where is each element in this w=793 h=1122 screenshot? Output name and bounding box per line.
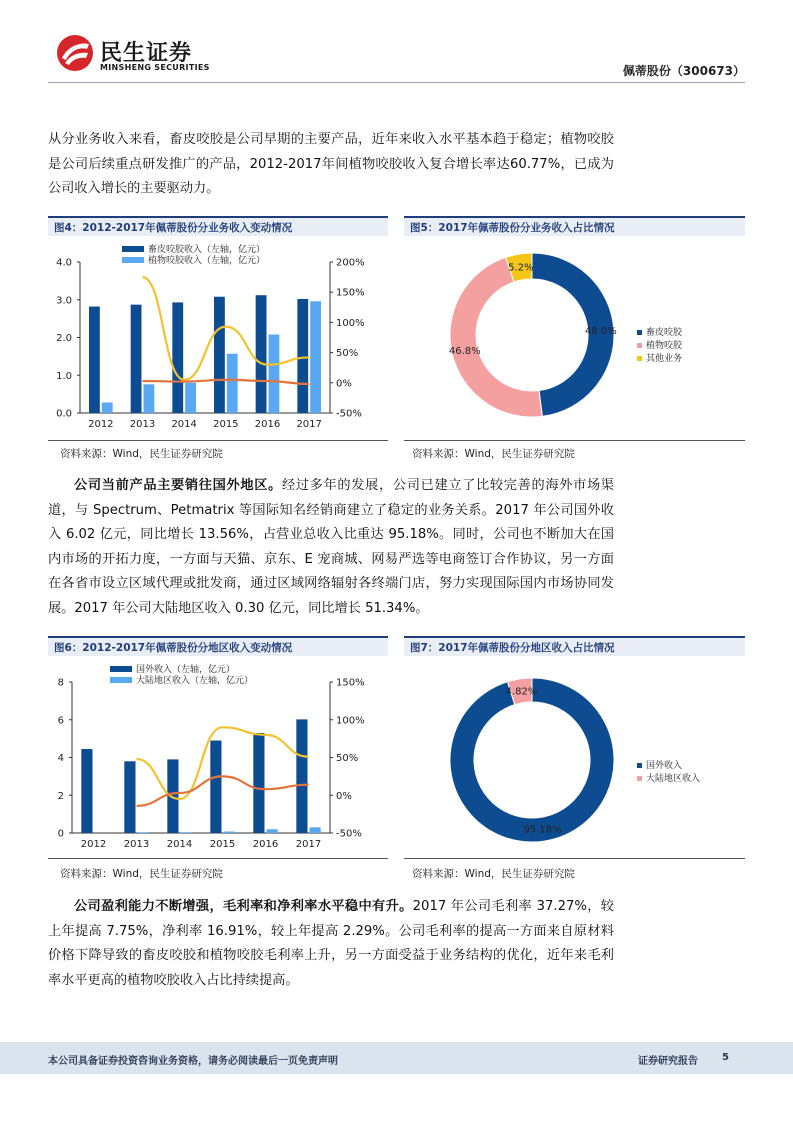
donut-slice [450,678,614,842]
x-tick-label: 2016 [254,419,281,430]
legend-swatch [637,763,642,768]
legend-label: 畜皮咬胶收入（左轴，亿元） [148,245,266,255]
x-tick-label: 2015 [213,419,239,430]
legend-swatch [122,246,144,252]
paragraph-overseas-bold: 公司当前产品主要销往国外地区。 [74,478,282,493]
bar-series2 [310,301,321,413]
x-tick-label: 2013 [129,419,156,430]
right-tick-label: -50% [336,828,362,840]
fig4-chart [48,240,388,438]
legend-swatch [637,343,642,348]
legend-swatch [110,666,132,672]
slice-value-label: 46.8% [448,345,481,357]
footer-disclaimer: 本公司具备证券投资咨询业务资格，请务必阅读最后一页免责声明 [48,1056,338,1067]
left-tick-label: 4 [57,753,64,764]
paragraph-overseas-market [48,474,614,621]
bar-series1 [89,307,100,413]
fig6-source-divider [48,858,388,859]
slice-value-label: 4.82% [505,686,538,698]
x-tick-label: 2012 [80,839,107,850]
legend-label: 大陆地区收入（左轴，亿元） [136,676,254,686]
right-tick-label: 0% [336,790,352,802]
donut-slice [450,257,542,417]
header [0,0,793,80]
left-tick-label: 3.0 [56,295,72,307]
footer-report-type: 证券研究报告 [638,1056,698,1067]
fig5-chart [404,240,745,438]
logo-cn: 民生证券 [100,41,193,66]
bar-series2 [144,384,155,413]
right-tick-label: 200% [336,257,365,269]
right-tick-label: 50% [336,753,359,764]
footer-page-number: 5 [722,1052,729,1063]
left-tick-label: 0.0 [56,408,72,420]
right-tick-label: 150% [336,287,365,299]
bar-series2 [138,832,149,833]
paragraph-business-revenue: 从分业务收入来看，畜皮咬胶是公司早期的主要产品，近年来收入水平基本趋于稳定；植物咬胶是公司后续重点研发推广的产品，2012-2017年间植物咬胶收入复合增长率达60.77%，已成为公司收入增长的主要驱动力。 [48,132,614,196]
legend-label: 大陆地区收入 [646,774,701,784]
legend-swatch [637,776,642,781]
bar-series2 [185,383,196,413]
stock-name: 佩蒂股份（300673） [622,64,745,78]
left-tick-label: 8 [57,677,64,689]
right-tick-label: 150% [336,677,365,689]
fig5-source-divider [404,440,745,441]
right-tick-label: 50% [336,348,359,360]
x-tick-label: 2014 [166,839,193,850]
fig5-source: 资料来源：Wind，民生证券研究院 [412,448,575,460]
right-tick-label: 100% [336,317,365,329]
bar-series1 [81,749,92,833]
left-tick-label: 0 [57,828,64,840]
legend-label: 国外收入 [646,761,683,771]
left-tick-label: 6 [57,715,64,727]
fig5-title: 图5：2017年佩蒂股份分业务收入占比情况 [404,216,745,236]
slice-value-label: 48.0% [584,326,617,338]
bar-series2 [267,829,278,833]
bar-series1 [124,761,135,833]
legend-label: 植物咬胶 [646,341,683,351]
left-tick-label: 4.0 [56,257,72,269]
bar-series2 [224,831,235,833]
legend-label: 其他业务 [646,354,683,364]
x-tick-label: 2017 [296,419,322,430]
slice-value-label: 95.18% [523,824,562,836]
growth-line-gold [143,277,310,380]
paragraph-profitability-bold: 公司盈利能力不断增强，毛利率和净利率水平稳中有升。 [74,899,413,914]
right-tick-label: -50% [336,408,362,420]
fig6-source: 资料来源：Wind，民生证券研究院 [60,868,223,880]
bar-series1 [256,295,267,413]
legend-swatch [110,677,132,683]
bar-series1 [172,302,183,413]
paragraph-overseas-text: 经过多年的发展，公司已建立了比较完善的海外市场渠道，与 Spectrum、Petmatrix 等国际知名经销商建立了稳定的业务关系。2017 年公司国外收入 6.02 亿元，同比增长 13.56%，占营业总收入比重达 95.18%。同时，公司也不断加大在国内市场的开拓力度，一方面与天猫、京东、E 宠商城、网易严选等电商签订合作协议，另一方面在各省市设立区域代理或批发商，通过区域网络辐射各终端门店，努力实现国际国内市场协同发展。2017 年公司大陆地区收入 0.30 亿元，同比增长 51.34%。 [48,478,614,616]
fig4-source: 资料来源：Wind，民生证券研究院 [60,448,223,460]
fig6-chart [48,660,388,856]
logo-en: MINSHENG SECURITIES [100,63,210,72]
x-tick-label: 2015 [209,839,236,850]
paragraph-profitability [48,895,614,993]
fig4-title: 图4：2012-2017年佩蒂股份分业务收入变动情况 [48,216,388,236]
legend-swatch [637,330,642,335]
bar-series1 [297,299,308,413]
x-tick-label: 2014 [171,419,197,430]
right-tick-label: 0% [336,378,352,390]
growth-line-orange [137,776,309,805]
bar-series2 [181,832,192,833]
left-tick-label: 1.0 [56,370,72,382]
legend-label: 畜皮咬胶 [646,328,683,338]
fig7-chart [404,660,745,856]
left-tick-label: 2 [57,790,64,802]
bar-series1 [210,741,221,833]
bar-series2 [269,334,280,413]
bar-series2 [102,402,113,413]
bar-series2 [310,827,321,833]
x-tick-label: 2013 [123,839,150,850]
right-tick-label: 100% [336,715,365,727]
fig4-source-divider [48,440,388,441]
x-tick-label: 2016 [252,839,279,850]
fig7-source-divider [404,858,745,859]
fig7-source: 资料来源：Wind，民生证券研究院 [412,868,575,880]
left-tick-label: 2.0 [56,333,72,344]
minsheng-logo-icon [56,34,94,72]
bar-series1 [131,305,142,413]
legend-swatch [122,257,144,263]
x-tick-label: 2017 [295,839,322,850]
fig7-title: 图7：2017年佩蒂股份分地区收入占比情况 [404,636,745,656]
legend-label: 植物咬胶收入（左轴，亿元） [148,256,266,266]
paragraph-profitability-text: 2017 年公司毛利率 37.27%，较上年提高 7.75%，净利率 16.91%，较上年提高 2.29%。公司毛利率的提高一方面来自原材料价格下降导致的畜皮咬胶和植物咬胶毛利率上升，另一方面受益于业务结构的优化，近年来毛利率水平更高的植物咬胶收入占比持续提高。 [48,899,614,988]
fig6-title: 图6：2012-2017年佩蒂股份分地区收入变动情况 [48,636,388,656]
x-tick-label: 2012 [88,419,114,430]
slice-value-label: 5.2% [508,262,534,274]
header-divider [48,82,745,83]
bar-series1 [253,733,264,833]
bar-series1 [214,297,225,413]
bar-series2 [227,354,238,413]
bar-series1 [296,719,307,833]
legend-swatch [637,356,642,361]
legend-label: 国外收入（左轴，亿元） [136,665,236,675]
growth-line-orange [143,380,310,384]
